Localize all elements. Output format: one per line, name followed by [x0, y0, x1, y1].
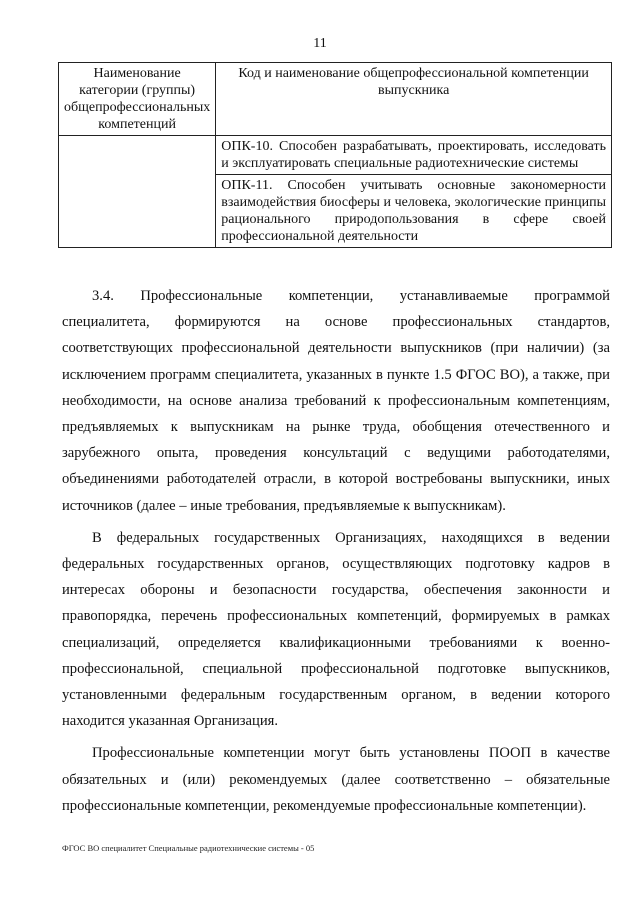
table-header-row	[59, 63, 612, 136]
body-text	[62, 283, 610, 819]
page-number: 11	[313, 36, 327, 51]
table-cell-competence: ОПК-11. Способен учитывать основные закономерности взаимодействия биосферы и человека, экологические принципы рационального природопользования в сфере своей профессиональной деятельности	[216, 175, 612, 248]
paragraph: 3.4. Профессиональные компетенции, устанавливаемые программой специалитета, формируются на основе профессиональных стандартов, соответствующих профессиональной деятельности выпускников (при наличии) (за исключением программ специалитета, указанных в пункте 1.5 ФГОС ВО), а также, при необходимости, на основе анализа требований к профессиональным компетенциям, предъявляемых к выпускникам на рынке труда, обобщения отечественного и зарубежного опыта, проведения консультаций с ведущими работодателями, объединениями работодателей отрасли, в которой востребованы выпускники, иных источников (далее – иные требования, предъявляемые к выпускникам).	[62, 288, 610, 514]
page-footer: ФГОС ВО специалитет Специальные радиотехнические системы - 05	[62, 843, 315, 853]
table-header-competence: Код и наименование общепрофессиональной компетенции выпускника	[216, 63, 612, 136]
paragraph: В федеральных государственных Организациях, находящихся в ведении федеральных государственных органов, осуществляющих подготовку кадров в интересах обороны и безопасности государства, обеспечения законности и правопорядка, перечень профессиональных компетенций, формируемых в рамках специализаций, определяется квалификационными требованиями к военно-профессиональной, специальной профессиональной подготовке выпускников, установленными федеральным государственным органом, в ведении которого находится указанная Организация.	[62, 529, 610, 730]
table-cell-category	[59, 136, 216, 248]
table-row	[59, 136, 612, 175]
competence-table	[58, 62, 612, 248]
table-header-category: Наименование категории (группы) общепрофессиональных компетенций	[59, 63, 216, 136]
table-cell-competence: ОПК-10. Способен разрабатывать, проектировать, исследовать и эксплуатировать специальные радиотехнические системы	[216, 136, 612, 175]
paragraph: Профессиональные компетенции могут быть установлены ПООП в качестве обязательных и (или) рекомендуемых (далее соответственно – обязательные профессиональные компетенции, рекомендуемые профессиональные компетенции).	[62, 745, 610, 814]
